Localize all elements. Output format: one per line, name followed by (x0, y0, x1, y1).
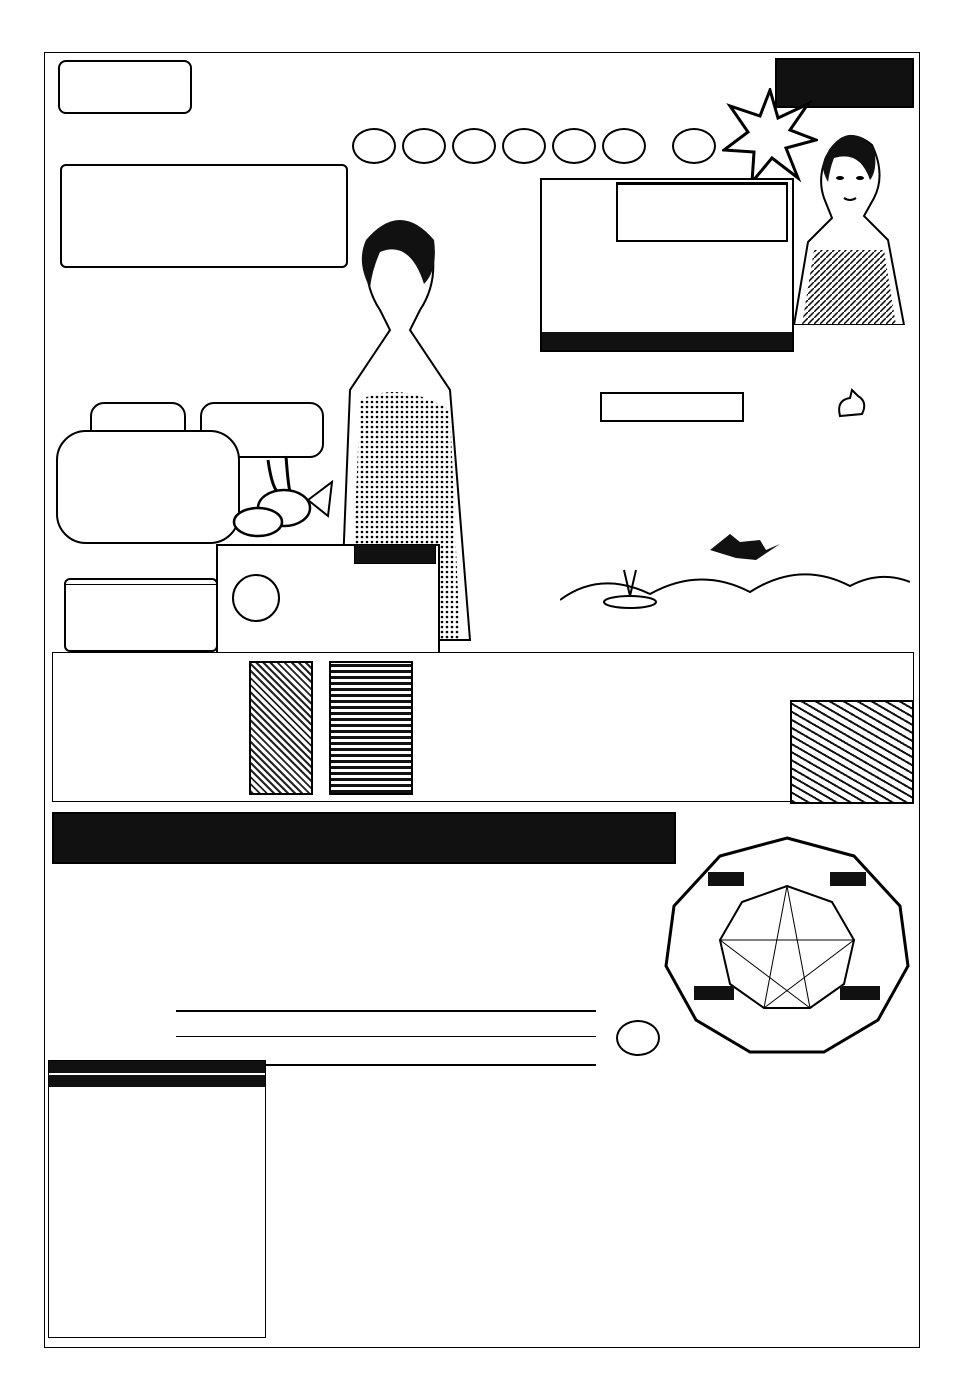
trend-question (616, 1020, 660, 1056)
rooster-icon (832, 386, 872, 422)
special-ball (672, 128, 716, 164)
result-balls (352, 128, 702, 168)
phone-text-box (590, 430, 790, 486)
result-ball (402, 128, 446, 164)
poem-row (182, 302, 192, 318)
code-badge (354, 544, 436, 564)
table-header (49, 1061, 265, 1073)
poem-line1 (66, 584, 216, 585)
tegong-box-row (64, 438, 90, 459)
rabbit-illustration-icon (228, 452, 338, 542)
result-ball (502, 128, 546, 164)
table-subheader (49, 1075, 265, 1087)
history-table (48, 1060, 266, 1338)
woman-portrait-right (790, 120, 908, 325)
panel-footer (542, 332, 792, 350)
phone-title-box (600, 392, 744, 422)
result-ball (352, 128, 396, 164)
zodiac-wheel (664, 836, 910, 1058)
right-info-panel (540, 178, 794, 352)
tarot-section (52, 652, 914, 802)
slogan-box (58, 60, 192, 114)
xuanmen-banner (52, 812, 676, 864)
trend-row-1 (176, 1010, 596, 1037)
result-ball (452, 128, 496, 164)
top-border-strip (20, 34, 940, 48)
mima-row (200, 276, 210, 292)
result-ball (552, 128, 596, 164)
result-ball (602, 128, 646, 164)
verse-box (616, 182, 788, 242)
hand-circle (232, 574, 280, 622)
tedian-row (550, 298, 558, 322)
wangbang-row (554, 250, 566, 268)
dot-grid-chart (264, 1060, 916, 1330)
poem-box-1 (64, 578, 218, 652)
tegong-cloud (56, 430, 240, 544)
tarot-card-tower (329, 661, 413, 795)
right-border-strip (923, 60, 937, 1340)
bottom-border-strip (20, 1348, 940, 1362)
tarot-card-magician (249, 661, 313, 795)
landscape-bat-illustration (560, 530, 910, 630)
tarot-card-fan (790, 700, 914, 804)
left-border-strip (24, 60, 38, 1340)
poem-box-2 (216, 544, 440, 656)
verse-line1 (618, 184, 786, 185)
